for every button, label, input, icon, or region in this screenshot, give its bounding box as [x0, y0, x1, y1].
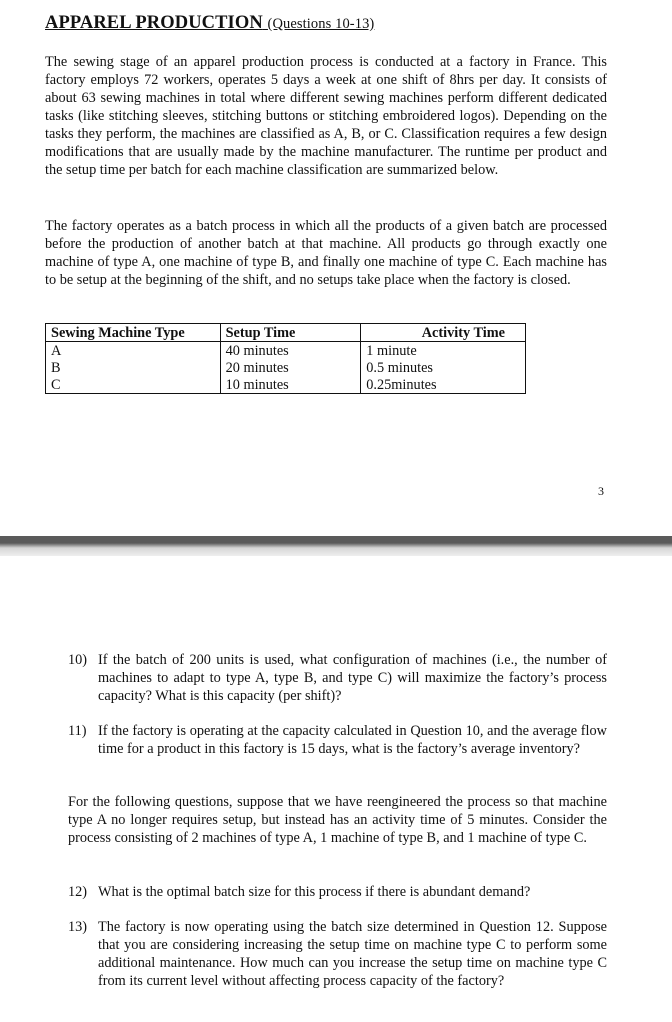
page-number: 3: [598, 484, 604, 498]
question-text: If the batch of 200 units is used, what configuration of machines (i.e., the number of machines to adapt to type A, type B, and type C) will maximize the factory’s process capacity? What is this capacity (per shift)?: [98, 652, 607, 704]
machine-table: [45, 323, 526, 394]
question-10: [68, 651, 607, 705]
cell-activity-time: 1 minute: [361, 342, 526, 360]
question-number: 10): [68, 652, 88, 668]
cell-setup-time: 20 minutes: [220, 359, 361, 376]
table-row: [46, 342, 526, 360]
table-header-row: [46, 324, 526, 342]
intro-paragraph: The sewing stage of an apparel production process is conducted at a factory in France. This factory employs 72 workers, operates 5 days a week at one shift of 8hrs per day. It consists of about 63 sewing machines in total where different sewing machines perform different dedicated tasks (like stitching sleeves, stitching buttons or stitching embroidered logos). Depending on the tasks they perform, the machines are classified as A, B, or C. Classification requires a few design modifications that are usually made by the machine manufacturer. The runtime per product and the setup time per batch for each machine classification are summarized below.: [45, 54, 607, 178]
process-paragraph: The factory operates as a batch process in which all the products of a given batch are processed before the production of another batch at that machine. All products go through exactly one machine of type A, one machine of type B, and finally one machine of type C. Each machine has to be setup at the beginning of the shift, and no setups take place when the factory is closed.: [45, 218, 607, 288]
cell-machine-type: B: [46, 359, 221, 376]
cell-activity-time: 0.5 minutes: [361, 359, 526, 376]
question-number: 12): [68, 884, 88, 900]
page-divider: [0, 536, 672, 556]
header-activity-time: Activity Time: [361, 324, 526, 342]
header-setup-time: Setup Time: [220, 324, 361, 342]
question-text: If the factory is operating at the capacity calculated in Question 10, and the average flow time for a product in this factory is 15 days, what is the factory’s average inventory?: [98, 723, 607, 757]
header-machine-type: Sewing Machine Type: [46, 324, 221, 342]
cell-setup-time: 40 minutes: [220, 342, 361, 360]
table-row: [46, 359, 526, 376]
title-main: APPAREL PRODUCTION: [45, 13, 263, 33]
cell-machine-type: C: [46, 376, 221, 394]
page-title: [45, 13, 374, 34]
question-text: What is the optimal batch size for this process if there is abundant demand?: [98, 884, 531, 900]
question-number: 13): [68, 919, 88, 935]
table-row: [46, 376, 526, 394]
cell-setup-time: 10 minutes: [220, 376, 361, 394]
cell-machine-type: A: [46, 342, 221, 360]
question-number: 11): [68, 723, 87, 739]
question-text: The factory is now operating using the batch size determined in Question 12. Suppose that you are considering increasing the setup time on machine type C to perform some additional maintenance. How much can you increase the setup time on machine type C from its current level without affecting process capacity of the factory?: [98, 919, 607, 989]
question-11: [68, 722, 607, 758]
question-12: [68, 883, 607, 901]
cell-activity-time: 0.25minutes: [361, 376, 526, 394]
scenario-paragraph: For the following questions, suppose that we have reengineered the process so that machine type A no longer requires setup, but instead has an activity time of 5 minutes. Consider the process consisting of 2 machines of type A, 1 machine of type B, and 1 machine of type C.: [68, 794, 607, 846]
title-subtitle: (Questions 10-13): [267, 16, 375, 32]
question-13: [68, 918, 607, 990]
